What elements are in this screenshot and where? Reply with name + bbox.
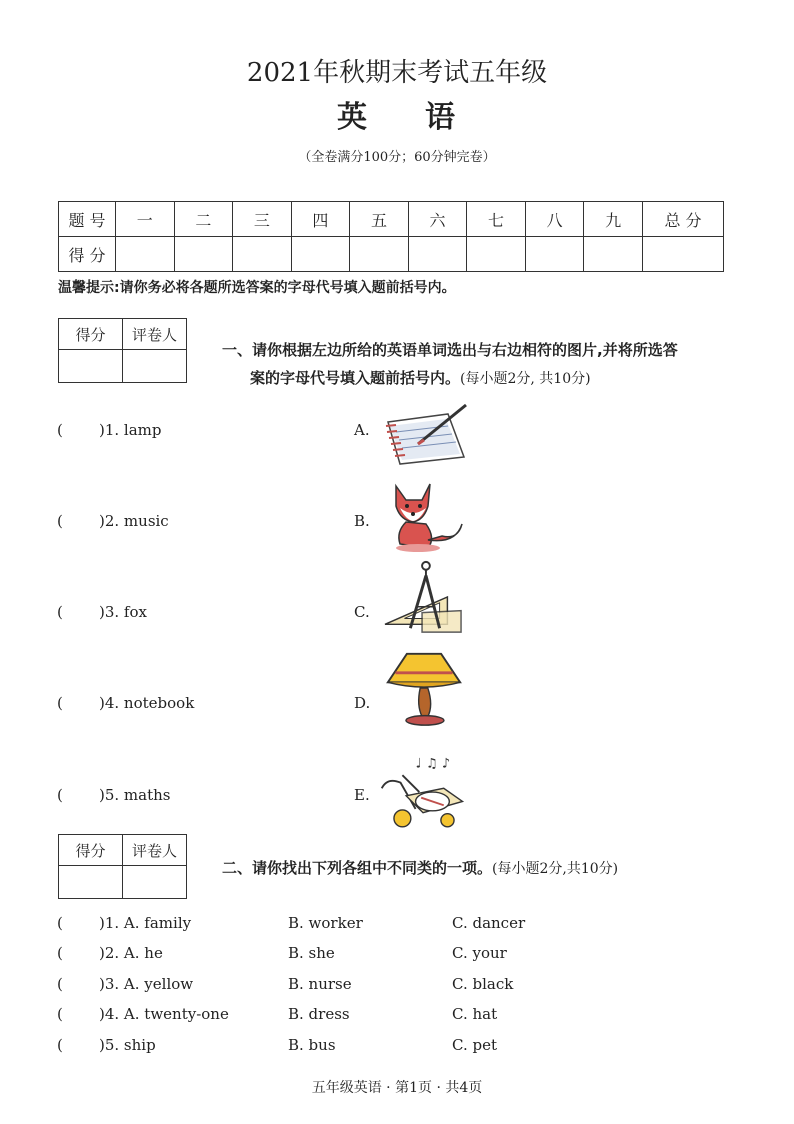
score-input-cell[interactable] — [584, 237, 643, 272]
score-row-label: 得 分 — [59, 237, 116, 272]
option-c: C. dancer — [452, 914, 526, 932]
option-b: B. nurse — [288, 975, 352, 993]
option-c: C. hat — [452, 1005, 498, 1023]
score-input-cell[interactable] — [525, 237, 584, 272]
grader-box-2 — [58, 834, 187, 899]
score-cell: 总 分 — [643, 202, 724, 237]
score-input-cell[interactable] — [467, 237, 526, 272]
option-c: C. pet — [452, 1036, 497, 1054]
answer-paren[interactable]: ( — [57, 1036, 63, 1054]
option-c-label: C. — [354, 603, 370, 621]
grader-name-cell[interactable] — [123, 866, 187, 899]
page-footer: 五年级英语 · 第1页 · 共4页 — [311, 1080, 483, 1096]
subject-char: 语 — [425, 100, 457, 135]
option-b: B. worker — [288, 914, 363, 932]
section2-title: 二、请你找出下列各组中不同类的一项。 — [222, 859, 493, 877]
score-cell: 九 — [584, 202, 643, 237]
score-cell: 二 — [174, 202, 233, 237]
answer-paren[interactable]: ( — [57, 1005, 63, 1023]
option-a-label: A. — [354, 421, 370, 439]
option-b: B. bus — [288, 1036, 336, 1054]
score-input-cell[interactable] — [350, 237, 409, 272]
option-a: )3. A. yellow — [99, 975, 194, 993]
score-input-cell[interactable] — [643, 237, 724, 272]
section1-line2: 案的字母代号填入题前括号内。 — [250, 369, 461, 387]
score-cell: 三 — [233, 202, 292, 237]
score-cell: 四 — [291, 202, 350, 237]
option-e-label: E. — [354, 786, 370, 804]
grader-name-cell[interactable] — [123, 350, 187, 383]
lamp-icon — [378, 650, 470, 728]
compass-ruler-icon — [378, 558, 470, 636]
score-cell: 六 — [408, 202, 467, 237]
score-cell: 一 — [116, 202, 175, 237]
score-input-cell[interactable] — [233, 237, 292, 272]
score-input-cell[interactable] — [408, 237, 467, 272]
grader-box-1 — [58, 318, 187, 383]
grader-score-label: 得分 — [59, 835, 123, 866]
notebook-pen-icon — [378, 398, 470, 476]
score-cell: 七 — [467, 202, 526, 237]
grader-score-cell[interactable] — [59, 866, 123, 899]
score-cell: 八 — [525, 202, 584, 237]
question-5-text: )5. maths — [99, 786, 171, 804]
subject-char: 英 — [337, 100, 369, 135]
score-table-header-row — [59, 202, 724, 237]
option-c: C. your — [452, 944, 507, 962]
section2-hint: (每小题2分,共10分) — [492, 861, 619, 877]
option-d-label: D. — [354, 694, 371, 712]
section1-instructions — [222, 336, 737, 393]
answer-paren[interactable]: ( — [57, 914, 63, 932]
grader-score-label: 得分 — [59, 319, 123, 350]
svg-text:♩ ♫ ♪: ♩ ♫ ♪ — [415, 756, 451, 772]
exam-note: （全卷满分100分；60分钟完卷） — [298, 150, 496, 165]
score-cell: 五 — [350, 202, 409, 237]
score-table — [58, 201, 724, 272]
subject-title — [0, 92, 794, 136]
option-a: )1. A. family — [99, 914, 192, 932]
tip-text: 温馨提示:请你务必将各题所选答案的字母代号填入题前括号内。 — [58, 280, 456, 296]
question-4-text: )4. notebook — [99, 694, 195, 712]
fox-icon — [378, 478, 470, 556]
section2-instructions — [222, 857, 618, 878]
grader-score-cell[interactable] — [59, 350, 123, 383]
question-3-text: )3. fox — [99, 603, 147, 621]
option-a: )5. ship — [99, 1036, 156, 1054]
answer-paren[interactable]: ( — [57, 512, 63, 530]
answer-paren[interactable]: ( — [57, 786, 63, 804]
option-a: )2. A. he — [99, 944, 163, 962]
question-1-text: )1. lamp — [99, 421, 162, 439]
score-input-cell[interactable] — [116, 237, 175, 272]
question-2-text: )2. music — [99, 512, 169, 530]
option-b: B. dress — [288, 1005, 350, 1023]
music-drum-icon — [378, 754, 470, 832]
section1-hint: (每小题2分, 共10分) — [460, 371, 591, 387]
answer-paren[interactable]: ( — [57, 694, 63, 712]
answer-paren[interactable]: ( — [57, 603, 63, 621]
option-b: B. she — [288, 944, 335, 962]
answer-paren[interactable]: ( — [57, 944, 63, 962]
answer-paren[interactable]: ( — [57, 975, 63, 993]
score-table-score-row — [59, 237, 724, 272]
option-a: )4. A. twenty-one — [99, 1005, 229, 1023]
answer-paren[interactable]: ( — [57, 421, 63, 439]
exam-title: 2021年秋期末考试五年级 — [246, 58, 548, 88]
score-cell: 题 号 — [59, 202, 116, 237]
score-input-cell[interactable] — [291, 237, 350, 272]
option-c: C. black — [452, 975, 514, 993]
grader-name-label: 评卷人 — [123, 319, 187, 350]
score-input-cell[interactable] — [174, 237, 233, 272]
section1-line1: 一、请你根据左边所给的英语单词选出与右边相符的图片,并将所选答 — [222, 341, 678, 359]
option-b-label: B. — [354, 512, 370, 530]
grader-name-label: 评卷人 — [123, 835, 187, 866]
